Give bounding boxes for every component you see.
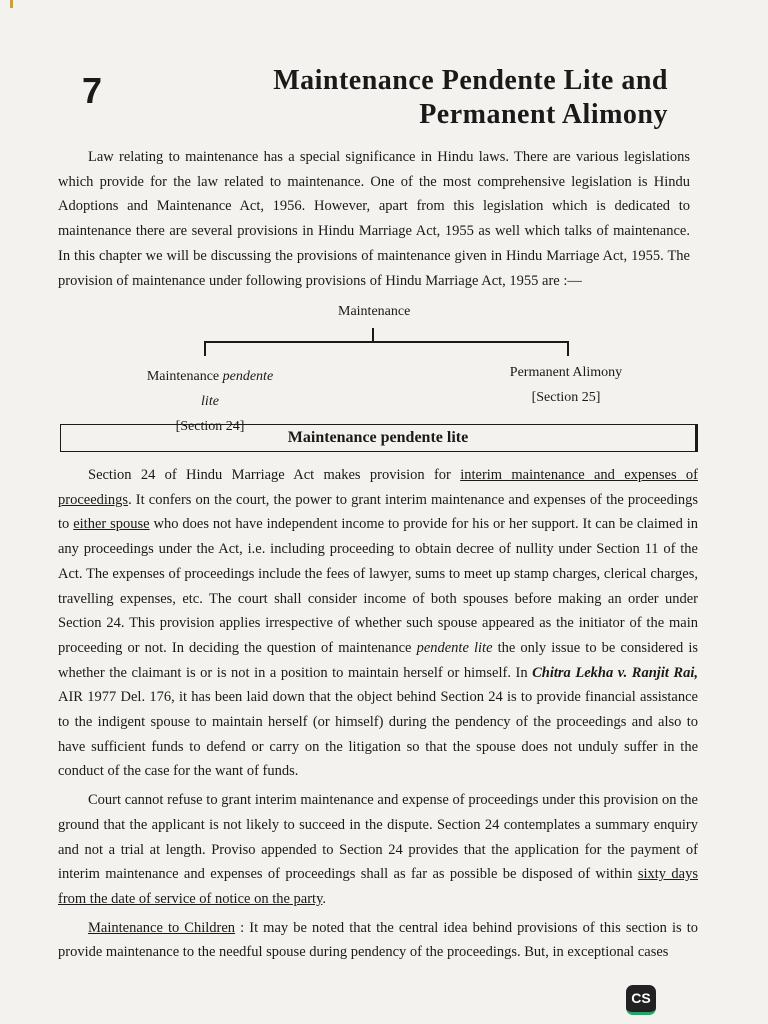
chapter-title-line1: Maintenance Pendente Lite and (273, 65, 668, 96)
intro-text: Law relating to maintenance has a special significance in Hindu laws. There are various legislations which provide for the law related to maintenance. One of the most comprehensive legislation is Hindu Adoptions and Maintenance Act, 1956. However, apart from this legislation which is dedicated to maintenance there are several provisions in Hindu Marriage Act, 1955 as well which talks of maintenance. In this chapter we will be discussing the provisions of maintenance given in Hindu Marriage Act, 1955. The provision of maintenance under following provisions of Hindu Marriage Act, 1955 are :— (58, 149, 690, 289)
diagram-root-label: Maintenance (338, 304, 411, 319)
diagram-left-label-b: pendente lite (201, 369, 274, 409)
p3-text-a: : It may be noted that the central idea behind provisions of this section is to provide maintenance to the needful spouse during pendency of the proceedings. But, in exceptional cases (58, 919, 698, 961)
diagram-stem (372, 328, 374, 342)
main-text (58, 463, 698, 969)
p2-text-a: Court cannot refuse to grant interim maintenance and expense of proceedings under this provision on the ground that the applicant is not likely to succeed in the dispute. Section 24 contemplates a summary enquiry and not a trial at length. Proviso appended to Section 24 provides that the application for the payment of interim maintenance and expenses of proceedings shall as far as possible be disposed of within (58, 792, 698, 883)
page-edge-mark (10, 0, 13, 8)
p1-underline-2: either spouse (73, 516, 150, 533)
diagram-left-branch (204, 341, 206, 356)
intro-paragraph (58, 145, 690, 293)
p1-case-name: Chitra Lekha v. Ranjit Rai, (532, 664, 698, 681)
p1-text-e: AIR 1977 Del. 176, it has been laid down that the object behind Section 24 is to provide financial assistance to the indigent spouse to maintain herself (or himself) during the pendency of the proceedings and also to have sufficient funds to defend or carry on the litigation so that the spouse does not unduly suffer in the conduct of the case for the want of funds. (58, 689, 698, 780)
chapter-number: 7 (82, 70, 103, 111)
p1-italic-term: pendente lite (416, 639, 493, 656)
paragraph-2 (58, 788, 698, 912)
diagram-right-label: Permanent Alimony (509, 365, 623, 380)
p2-underline: sixty days from the date of service of notice on the party (58, 866, 699, 907)
paragraph-1 (58, 463, 698, 784)
p1-text-a: Section 24 of Hindu Marriage Act makes provision for (88, 467, 461, 483)
diagram-left-label (140, 364, 280, 414)
diagram-right-branch (567, 341, 569, 356)
section-heading-box: Maintenance pendente lite (60, 424, 698, 452)
chapter-title (208, 64, 668, 132)
diagram-horizontal (204, 341, 568, 343)
camscanner-badge: CS (626, 985, 656, 1015)
diagram-left-section: [Section 24] (175, 419, 245, 434)
p1-text-b: . It confers on the court, the power to grant interim maintenance and expenses of the proceedings to (58, 491, 698, 533)
diagram-right-section: [Section 25] (531, 390, 601, 405)
diagram-left-label-a: Maintenance (146, 369, 223, 384)
chapter-title-line2: Permanent Alimony (419, 99, 668, 130)
diagram-right-node (496, 360, 636, 410)
p1-text-d: the only issue to be considered is whether the claimant is or is not in a position to maintain herself or himself. In (58, 639, 698, 681)
p1-text-c: who does not have independent income to provide for his or her support. It can be claimed in any proceedings under the Act, i.e. including proceeding to obtain decree of nullity under Section 11 of the Act. The expenses of proceedings include the fees of lawyer, sums to meet up stamp charges, clerical charges, travelling expenses, etc. The court shall consider income of both spouses before making an order under Section 24. This provision applies irrespective of whether such spouse appeared as the initiator of the main proceeding or not. In deciding the question of maintenance (58, 516, 699, 656)
p1-underline-1: interim maintenance and expenses of proceedings (58, 467, 698, 508)
p3-subheading: Maintenance to Children (88, 919, 236, 936)
paragraph-3 (58, 916, 698, 965)
p2-text-b: . (322, 890, 327, 907)
maintenance-diagram (58, 300, 698, 434)
